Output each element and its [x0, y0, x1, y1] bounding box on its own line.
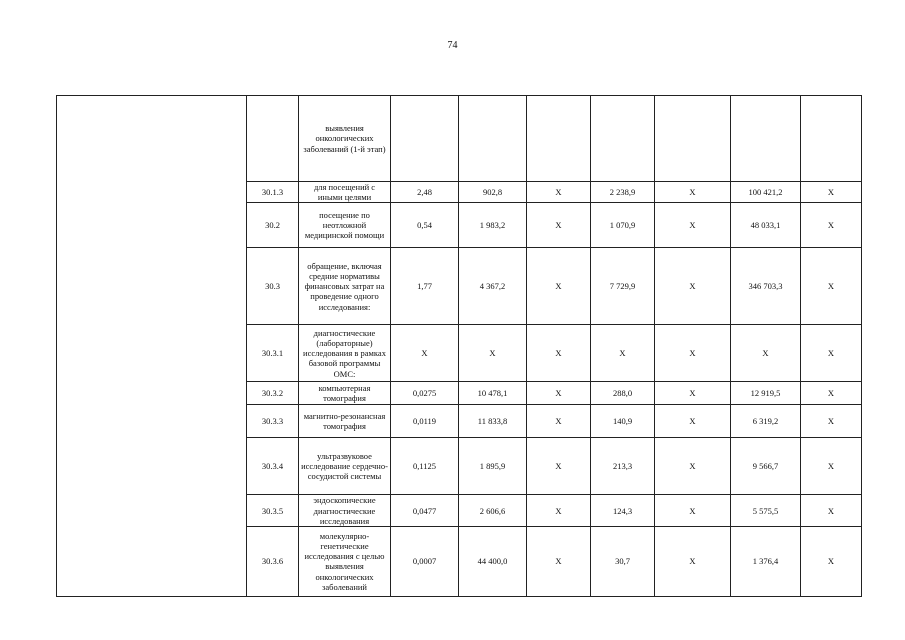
value-cell: X: [655, 526, 731, 596]
value-cell: X: [655, 182, 731, 203]
value-cell: 6 319,2: [731, 405, 801, 438]
value-cell: 0,1125: [391, 438, 459, 495]
value-cell: 0,0007: [391, 526, 459, 596]
value-cell: X: [801, 405, 862, 438]
value-cell: X: [527, 325, 591, 382]
value-cell: 1 983,2: [459, 203, 527, 248]
value-cell: 1,77: [391, 248, 459, 325]
row-code-cell: 30.1.3: [247, 182, 299, 203]
value-cell: X: [801, 182, 862, 203]
row-name-cell: молекулярно-генетические исследования с целью выявления онкологических заболеваний: [299, 526, 391, 596]
financing-table: [56, 95, 862, 597]
row-name-cell: для посещений с иными целями: [299, 182, 391, 203]
value-cell: 30,7: [591, 526, 655, 596]
value-cell: 48 033,1: [731, 203, 801, 248]
value-cell: X: [655, 248, 731, 325]
row-code-cell: 30.3.2: [247, 382, 299, 405]
value-cell: 0,0477: [391, 495, 459, 527]
value-cell: X: [801, 526, 862, 596]
value-cell: X: [655, 382, 731, 405]
value-cell: 4 367,2: [459, 248, 527, 325]
value-cell: 1 070,9: [591, 203, 655, 248]
value-cell: 2 606,6: [459, 495, 527, 527]
value-cell: 288,0: [591, 382, 655, 405]
value-cell: X: [801, 203, 862, 248]
row-name-cell: выявления онкологических заболеваний (1-й этап): [299, 96, 391, 182]
value-cell: 10 478,1: [459, 382, 527, 405]
row-code-cell: 30.3.3: [247, 405, 299, 438]
value-cell: X: [527, 382, 591, 405]
row-code-cell: 30.3.6: [247, 526, 299, 596]
value-cell: 0,0119: [391, 405, 459, 438]
value-cell: X: [655, 405, 731, 438]
table-body: [57, 96, 862, 597]
row-code-cell: [247, 96, 299, 182]
value-cell: X: [655, 325, 731, 382]
row-code-cell: 30.3: [247, 248, 299, 325]
value-cell: X: [527, 248, 591, 325]
row-code-cell: 30.3.5: [247, 495, 299, 527]
empty-region-cell: [57, 96, 247, 597]
value-cell: 44 400,0: [459, 526, 527, 596]
row-name-cell: ультразвуковое исследование сердечно-сосудистой системы: [299, 438, 391, 495]
value-cell: 2,48: [391, 182, 459, 203]
value-cell: X: [801, 438, 862, 495]
value-cell: X: [527, 182, 591, 203]
value-cell: 2 238,9: [591, 182, 655, 203]
value-cell: X: [527, 203, 591, 248]
value-cell: 140,9: [591, 405, 655, 438]
value-cell: X: [527, 526, 591, 596]
row-name-cell: компьютерная томография: [299, 382, 391, 405]
row-code-cell: 30.2: [247, 203, 299, 248]
value-cell: [527, 96, 591, 182]
value-cell: X: [731, 325, 801, 382]
row-name-cell: магнитно-резонансная томография: [299, 405, 391, 438]
value-cell: 0,54: [391, 203, 459, 248]
value-cell: X: [801, 248, 862, 325]
value-cell: X: [391, 325, 459, 382]
value-cell: 1 376,4: [731, 526, 801, 596]
value-cell: X: [527, 438, 591, 495]
value-cell: [391, 96, 459, 182]
value-cell: 7 729,9: [591, 248, 655, 325]
value-cell: X: [655, 438, 731, 495]
value-cell: 12 919,5: [731, 382, 801, 405]
value-cell: 902,8: [459, 182, 527, 203]
value-cell: X: [801, 495, 862, 527]
value-cell: X: [655, 203, 731, 248]
value-cell: X: [801, 325, 862, 382]
value-cell: X: [591, 325, 655, 382]
value-cell: 5 575,5: [731, 495, 801, 527]
value-cell: [731, 96, 801, 182]
value-cell: X: [527, 405, 591, 438]
value-cell: 9 566,7: [731, 438, 801, 495]
value-cell: [591, 96, 655, 182]
value-cell: 1 895,9: [459, 438, 527, 495]
value-cell: 0,0275: [391, 382, 459, 405]
value-cell: 213,3: [591, 438, 655, 495]
row-code-cell: 30.3.1: [247, 325, 299, 382]
row-name-cell: эндоскопические диагностические исследования: [299, 495, 391, 527]
value-cell: X: [655, 495, 731, 527]
page-number: 74: [447, 40, 458, 51]
value-cell: 100 421,2: [731, 182, 801, 203]
value-cell: 11 833,8: [459, 405, 527, 438]
row-name-cell: обращение, включая средние нормативы финансовых затрат на проведение одного исследования:: [299, 248, 391, 325]
row-code-cell: 30.3.4: [247, 438, 299, 495]
row-name-cell: диагностические (лабораторные) исследования в рамках базовой программы ОМС:: [299, 325, 391, 382]
value-cell: X: [801, 382, 862, 405]
table-row: [57, 96, 862, 182]
row-name-cell: посещение по неотложной медицинской помощи: [299, 203, 391, 248]
value-cell: [655, 96, 731, 182]
value-cell: X: [527, 495, 591, 527]
value-cell: 124,3: [591, 495, 655, 527]
value-cell: 346 703,3: [731, 248, 801, 325]
value-cell: X: [459, 325, 527, 382]
value-cell: [459, 96, 527, 182]
value-cell: [801, 96, 862, 182]
